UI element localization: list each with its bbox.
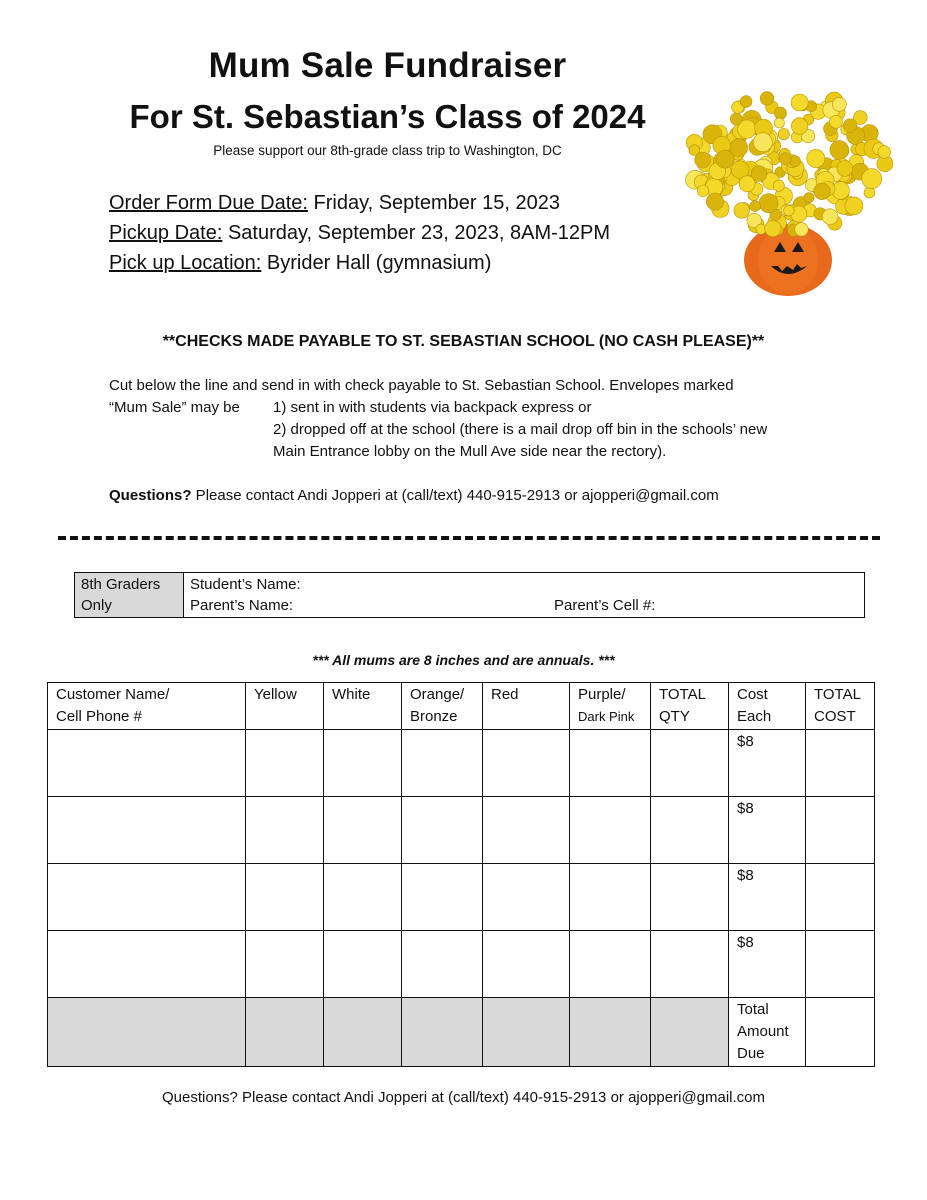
table-row	[48, 931, 875, 998]
table-row	[48, 797, 875, 864]
yellow-cell[interactable]	[246, 931, 324, 998]
cost-each-cell: $8	[729, 730, 806, 797]
page-title: Mum Sale Fundraiser	[208, 46, 567, 85]
eighth-graders-label: 8th Graders Only	[75, 573, 184, 618]
table-row	[48, 730, 875, 797]
cost-each-cell: $8	[729, 864, 806, 931]
table-row	[48, 864, 875, 931]
mum-pumpkin-image	[683, 82, 893, 298]
parent-name-field[interactable]: Parent’s Name:	[190, 597, 294, 614]
total-qty-cell[interactable]	[651, 730, 729, 797]
orange-cell[interactable]	[402, 864, 483, 931]
header-total-cost: TOTAL COST	[806, 683, 875, 730]
yellow-cell[interactable]	[246, 797, 324, 864]
customer-cell[interactable]	[48, 931, 246, 998]
checks-notice: **CHECKS MADE PAYABLE TO ST. SEBASTIAN SCHOOL (NO CASH PLEASE)**	[162, 333, 765, 350]
cost-each-cell: $8	[729, 931, 806, 998]
total-qty-cell[interactable]	[651, 931, 729, 998]
total-row	[48, 998, 875, 1067]
red-cell[interactable]	[483, 864, 570, 931]
total-qty-cell[interactable]	[651, 797, 729, 864]
red-cell[interactable]	[483, 931, 570, 998]
instructions-option2: 2) dropped off at the school (there is a mail drop off bin in the schools’ new	[273, 421, 768, 438]
red-cell[interactable]	[483, 797, 570, 864]
mums-note: *** All mums are 8 inches and are annuals. ***	[312, 652, 615, 668]
total-cost-cell[interactable]	[806, 931, 875, 998]
orange-cell[interactable]	[402, 931, 483, 998]
pickup-location-label: Pick up Location:	[109, 252, 262, 274]
total-amount-due-cell[interactable]	[806, 998, 875, 1067]
purple-cell[interactable]	[570, 797, 651, 864]
pickup-location-line	[109, 252, 491, 275]
yellow-cell[interactable]	[246, 864, 324, 931]
total-cost-cell[interactable]	[806, 797, 875, 864]
parent-cell-field[interactable]: Parent’s Cell #:	[554, 597, 656, 614]
questions-line	[109, 485, 719, 507]
header-orange: Orange/ Bronze	[402, 683, 483, 730]
yellow-cell[interactable]	[246, 730, 324, 797]
page-subtitle: Please support our 8th-grade class trip to Washington, DC	[213, 143, 562, 158]
student-name-field[interactable]: Student’s Name:	[190, 576, 301, 593]
instructions-option1: 1) sent in with students via backpack express or	[273, 399, 592, 416]
pickup-date-value: Saturday, September 23, 2023, 8AM-12PM	[222, 222, 611, 244]
purple-cell[interactable]	[570, 931, 651, 998]
orange-cell[interactable]	[402, 797, 483, 864]
header-white: White	[324, 683, 402, 730]
order-table	[47, 682, 875, 1067]
header-red: Red	[483, 683, 570, 730]
total-amount-due-label: Total Amount Due	[729, 998, 806, 1067]
customer-cell[interactable]	[48, 797, 246, 864]
questions-text: Please contact Andi Jopperi at (call/text) 440-915-2913 or ajopperi@gmail.com	[191, 487, 719, 504]
student-parent-fields[interactable]	[184, 573, 865, 618]
header-customer: Customer Name/ Cell Phone #	[48, 683, 246, 730]
red-cell[interactable]	[483, 730, 570, 797]
order-table-header-row	[48, 683, 875, 730]
student-info-box	[74, 572, 865, 618]
white-cell[interactable]	[324, 730, 402, 797]
pickup-location-value: Byrider Hall (gymnasium)	[261, 252, 492, 274]
white-cell[interactable]	[324, 864, 402, 931]
header-total-qty: TOTAL QTY	[651, 683, 729, 730]
cut-line-divider	[58, 536, 880, 540]
total-cost-cell[interactable]	[806, 730, 875, 797]
header-cost-each: Cost Each	[729, 683, 806, 730]
purple-cell[interactable]	[570, 864, 651, 931]
purple-cell[interactable]	[570, 730, 651, 797]
customer-cell[interactable]	[48, 730, 246, 797]
questions-label: Questions?	[109, 487, 192, 504]
customer-cell[interactable]	[48, 864, 246, 931]
white-cell[interactable]	[324, 931, 402, 998]
pickup-date-label: Pickup Date:	[109, 222, 223, 244]
total-qty-cell[interactable]	[651, 864, 729, 931]
page-title-line2: For St. Sebastian’s Class of 2024	[129, 98, 646, 135]
instructions-line1: Cut below the line and send in with check payable to St. Sebastian School. Envelopes marked	[109, 377, 734, 394]
white-cell[interactable]	[324, 797, 402, 864]
total-cost-cell[interactable]	[806, 864, 875, 931]
cost-each-cell: $8	[729, 797, 806, 864]
due-date-line	[109, 192, 560, 215]
instructions-line2: “Mum Sale” may be	[109, 399, 240, 416]
instructions-option2-cont: Main Entrance lobby on the Mull Ave side near the rectory).	[273, 443, 667, 460]
orange-cell[interactable]	[402, 730, 483, 797]
header-purple: Purple/ Dark Pink	[570, 683, 651, 730]
header-yellow: Yellow	[246, 683, 324, 730]
footer-questions: Questions? Please contact Andi Jopperi at (call/text) 440-915-2913 or ajopperi@gmail.com	[161, 1089, 766, 1106]
due-date-label: Order Form Due Date:	[109, 192, 308, 214]
pickup-date-line	[109, 222, 610, 245]
due-date-value: Friday, September 15, 2023	[307, 192, 560, 214]
